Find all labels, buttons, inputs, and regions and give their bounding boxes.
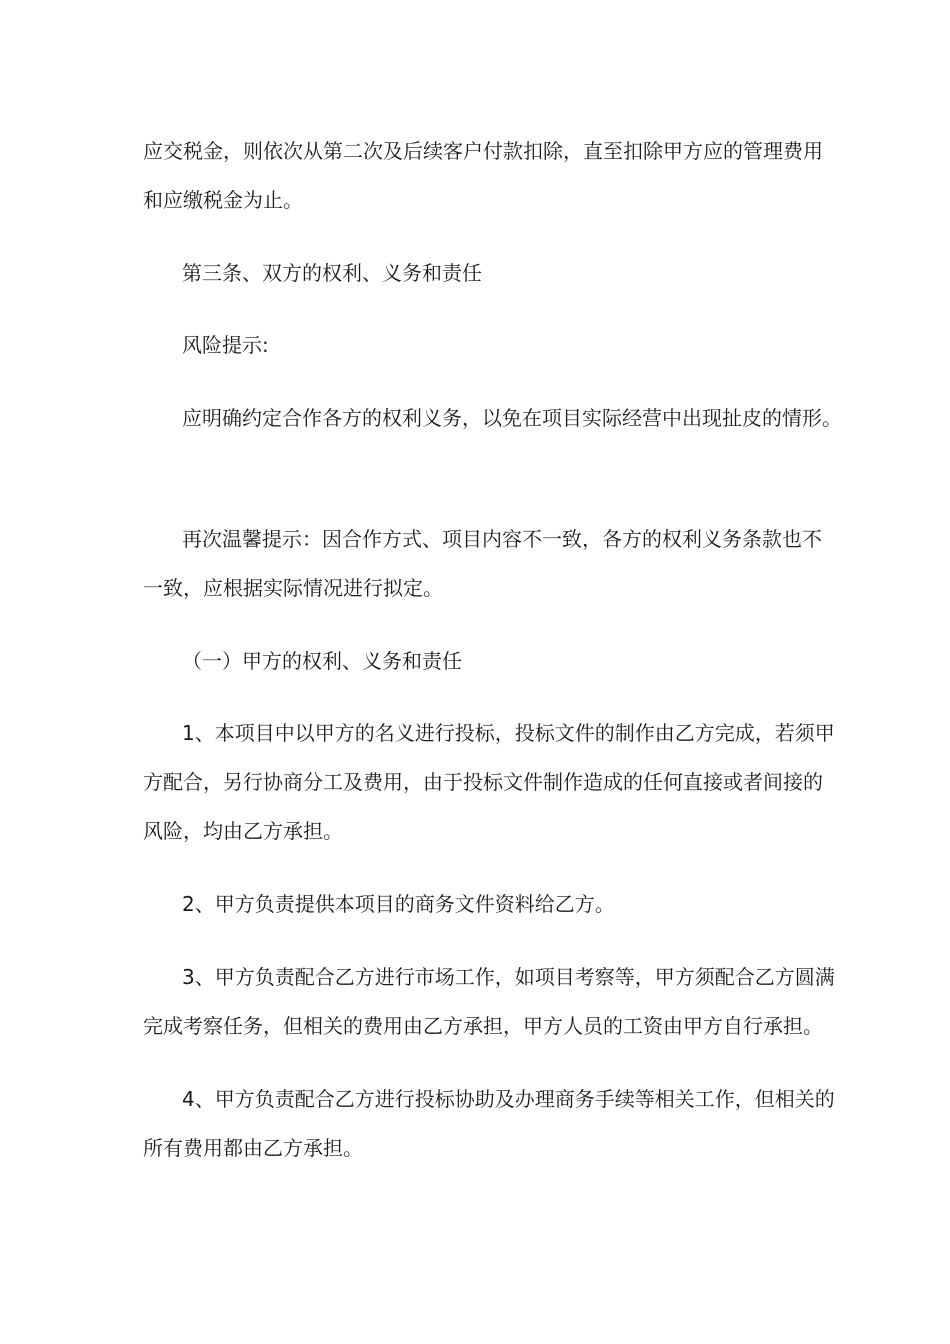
paragraph-line: 一致，应根据实际情况进行拟定。: [143, 576, 443, 600]
list-item-line: 所有费用都由乙方承担。: [143, 1136, 363, 1160]
paragraph-line: 再次温馨提示：因合作方式、项目内容不一致，各方的权利义务条款也不: [182, 527, 822, 551]
list-item-line: 4、甲方负责配合乙方进行投标协助及办理商务手续等相关工作，但相关的: [182, 1087, 835, 1111]
list-item-line: 风险，均由乙方承担。: [143, 819, 343, 843]
list-item-line: 2、甲方负责提供本项目的商务文件资料给乙方。: [182, 892, 615, 916]
paragraph-line: 应交税金，则依次从第二次及后续客户付款扣除，直至扣除甲方应的管理费用: [143, 139, 823, 163]
subsection-heading: （一）甲方的权利、义务和责任: [182, 649, 462, 673]
section-heading: 第三条、双方的权利、义务和责任: [182, 261, 482, 285]
list-item-line: 3、甲方负责配合乙方进行市场工作，如项目考察等，甲方须配合乙方圆满: [182, 965, 835, 989]
list-item-line: 完成考察任务，但相关的费用由乙方承担，甲方人员的工资由甲方自行承担。: [143, 1014, 823, 1038]
paragraph-line: 和应缴税金为止。: [143, 188, 303, 212]
list-item-line: 方配合，另行协商分工及费用，由于投标文件制作造成的任何直接或者间接的: [143, 770, 823, 794]
paragraph-line: 应明确约定合作各方的权利义务，以免在项目实际经营中出现扯皮的情形。: [182, 406, 842, 430]
list-item-line: 1、本项目中以甲方的名义进行投标，投标文件的制作由乙方完成，若须甲: [182, 721, 835, 745]
risk-label: 风险提示:: [182, 333, 269, 357]
